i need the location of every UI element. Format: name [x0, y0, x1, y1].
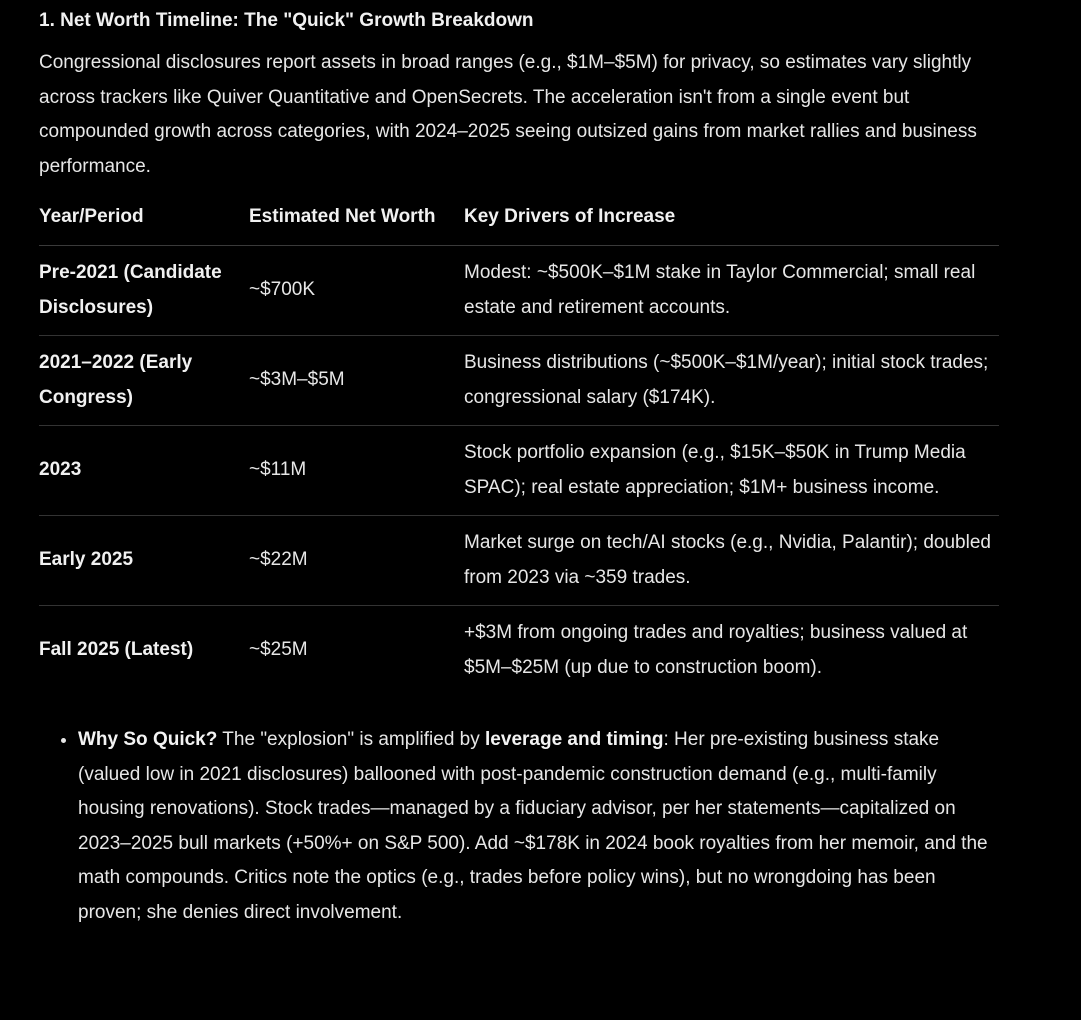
net-worth-table: [39, 197, 999, 695]
table-row: [39, 426, 999, 516]
cell-period: Fall 2025 (Latest): [39, 639, 194, 661]
cell-net-worth: ~$11M: [249, 426, 464, 516]
cell-drivers: Modest: ~$500K–$1M stake in Taylor Commercial; small real estate and retirement accounts.: [464, 246, 999, 336]
cell-net-worth: ~$25M: [249, 639, 308, 661]
bullet-lead: Why So Quick?: [78, 729, 218, 750]
cell-drivers: Market surge on tech/AI stocks (e.g., Nvidia, Palantir); doubled from 2023 via ~359 trades.: [464, 516, 999, 606]
cell-period: 2023: [39, 426, 249, 516]
table-row: [39, 606, 999, 696]
section-heading: 1. Net Worth Timeline: The "Quick" Growth Breakdown: [39, 10, 534, 31]
list-item: [78, 723, 999, 930]
notes-list: [39, 723, 999, 930]
column-header-period: Year/Period: [39, 197, 249, 246]
cell-period: Pre-2021 (Candidate Disclosures): [39, 246, 249, 336]
intro-paragraph: Congressional disclosures report assets in broad ranges (e.g., $1M–$5M) for privacy, so estimates vary slightly across trackers like Quiver Quantitative and OpenSecrets. The acceleration isn't from a single event but compounded growth across categories, with 2024–2025 seeing outsized gains from market rallies and business performance.: [39, 52, 977, 177]
bullet-emphasis: leverage and timing: [485, 729, 664, 750]
cell-period: 2021–2022 (Early Congress): [39, 336, 249, 426]
cell-drivers: +$3M from ongoing trades and royalties; business valued at $5M–$25M (up due to construction boom).: [464, 622, 968, 678]
cell-drivers: Business distributions (~$500K–$1M/year); initial stock trades; congressional salary ($174K).: [464, 336, 999, 426]
bullet-text: : Her pre-existing business stake (valued low in 2021 disclosures) ballooned with post-pandemic construction demand (e.g., multi-family housing renovations). Stock trades—managed by a fiduciary advisor, per her statements—capitalized on 2023–2025 bull markets (+50%+ on S&P 500). Add ~$178K in 2024 book royalties from her memoir, and the math compounds. Critics note the optics (e.g., trades before policy wins), but no wrongdoing has been proven; she denies direct involvement.: [78, 729, 988, 923]
table-row: [39, 246, 999, 336]
bullet-text: The "explosion" is amplified by: [217, 729, 486, 750]
column-header-net-worth: Estimated Net Worth: [249, 197, 464, 246]
cell-net-worth: ~$3M–$5M: [249, 336, 464, 426]
cell-net-worth: ~$22M: [249, 516, 464, 606]
response-content: [39, 4, 999, 930]
cell-period: Early 2025: [39, 516, 249, 606]
table-row: [39, 516, 999, 606]
table-header-row: [39, 197, 999, 246]
cell-net-worth: ~$700K: [249, 246, 464, 336]
table-row: [39, 336, 999, 426]
column-header-drivers: Key Drivers of Increase: [464, 197, 999, 246]
cell-drivers: Stock portfolio expansion (e.g., $15K–$50K in Trump Media SPAC); real estate appreciation; $1M+ business income.: [464, 426, 999, 516]
